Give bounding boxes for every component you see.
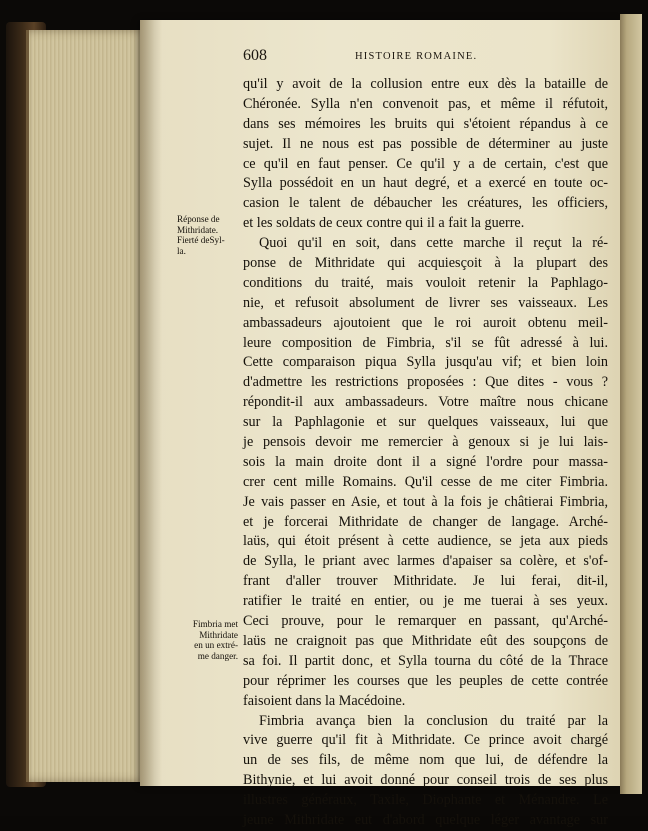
text-line: Cette comparaison piqua Sylla jusqu'au vif; et bien loin [243, 354, 608, 371]
text-line: pour réprimer les courses que les peuples de cette contrée [243, 672, 608, 689]
text-line: Sylla possédoit en un haut degré, et a exercé en toute oc- [243, 175, 608, 192]
text-line: je pensois devoir me remercier à genoux si je lui lais- [243, 434, 608, 451]
text-line: Ceci prouve, pour le remarquer en passant, qu'Arché- [243, 613, 608, 630]
margin-note-line: Réponse de [177, 214, 220, 224]
text-line: jeune Mithridate eut d'abord quelque léger avantage sur [243, 811, 608, 828]
text-line: crer cent mille Romains. Qu'il cesse de me citer Fimbria. [243, 473, 608, 490]
text-line: laüs, qui étoit présent à cette audience, se jeta aux pieds [243, 533, 608, 550]
text-line: casion le talent de débaucher les créatures, les officiers, [243, 195, 608, 212]
text-line: Fimbria avança bien la conclusion du traité par la [259, 712, 608, 729]
margin-note-line: la. [177, 245, 186, 256]
text-line: dans ses mémoires les bruits qui s'étoient répandus à ce [243, 115, 608, 132]
body-text [243, 75, 608, 831]
text-line: conditions du traité, mais vouloit retenir la Paphlago- [243, 274, 608, 291]
page-number: 608 [243, 47, 267, 64]
text-line: laüs ne craignoit pas que Mithridate eût des soupçons de [243, 632, 608, 649]
text-line: répondit-il aux ambassadeurs. Votre maître nous chicane [243, 394, 608, 411]
margin-note-line: Mithridate. [177, 224, 219, 235]
text-line: Bithynie, et lui avoit donné pour conseil trois de ses plus [243, 772, 608, 789]
text-line: frant d'aller trouver Mithridate. Je lui ferai, dit-il, [243, 573, 608, 590]
text-line: Quoi qu'il en soit, dans cette marche il reçut la ré- [259, 235, 608, 252]
text-line: un de ses fils, de même nom que lui, de défendre la [243, 752, 608, 769]
text-line: d'admettre les restrictions proposées : Que dites - vous ? [243, 374, 608, 391]
page-header [243, 47, 603, 67]
text-line: nie, et refusoit absolument de livrer ses vaisseaux. Les [243, 294, 608, 311]
margin-note-line: en un extré- [194, 640, 238, 650]
page-stack-edge [26, 30, 147, 782]
text-line: sa foi. Il partit donc, et Sylla tourna du côté de la Thrace [243, 652, 608, 669]
text-line: sujet. Il ne nous est pas possible de déterminer au juste [243, 135, 608, 152]
text-line: ponse de Mithridate qui acquiesçoit à la plupart des [243, 255, 608, 272]
text-line: ce qu'il en faut penser. Ce qu'il y a de certain, c'est que [243, 155, 608, 172]
text-line: sois la main droite dont il a signé l'ordre pour massa- [243, 453, 608, 470]
margin-note-line: Fierté deSyl- [177, 235, 225, 245]
text-line: faisoient dans la Macédoine. [243, 692, 406, 709]
text-line: Je vais passer en Asie, et tout à la fois je châtierai Fimbria, [243, 493, 608, 510]
margin-note-line: Fimbria met [192, 619, 238, 629]
margin-note-fimbria [172, 619, 238, 661]
next-page-edge [620, 14, 642, 794]
text-line: sur la Paphlagonie et sur quelques vaisseaux, lui que [243, 414, 608, 431]
margin-note-reponse [177, 214, 241, 256]
text-line: et je forcerai Mithridate de changer de langage. Arché- [243, 513, 608, 530]
text-line: leure composition de Fimbria, s'il se fût adressé à lui. [243, 334, 608, 351]
text-line: de Sylla, le priant avec larmes d'apaiser sa colère, et s'of- [243, 553, 608, 570]
margin-note-line: me danger. [197, 650, 238, 661]
text-line: vive guerre qu'il fit à Mithridate. Ce prince avoit chargé [243, 732, 608, 749]
running-head: HISTOIRE ROMAINE. [355, 51, 478, 62]
text-line: ratifier le traité en entier, ou je me tuerai à ses yeux. [243, 593, 608, 610]
text-line: qu'il y avoit de la collusion entre eux dès la bataille de [243, 76, 608, 92]
text-line: illustres généraux, Taxile, Diophante et Ménandre. Le [243, 792, 608, 809]
text-line: ambassadeurs ajoutoient que le roi auroit obtenu meil- [243, 314, 608, 331]
text-line: Chéronée. Sylla n'en convenoit pas, et même il réfutoit, [243, 95, 608, 112]
gutter-shadow [140, 20, 162, 786]
text-line: et les soldats de ceux contre qui il a fait la guerre. [243, 215, 525, 232]
margin-note-line: Mithridate [199, 629, 238, 640]
